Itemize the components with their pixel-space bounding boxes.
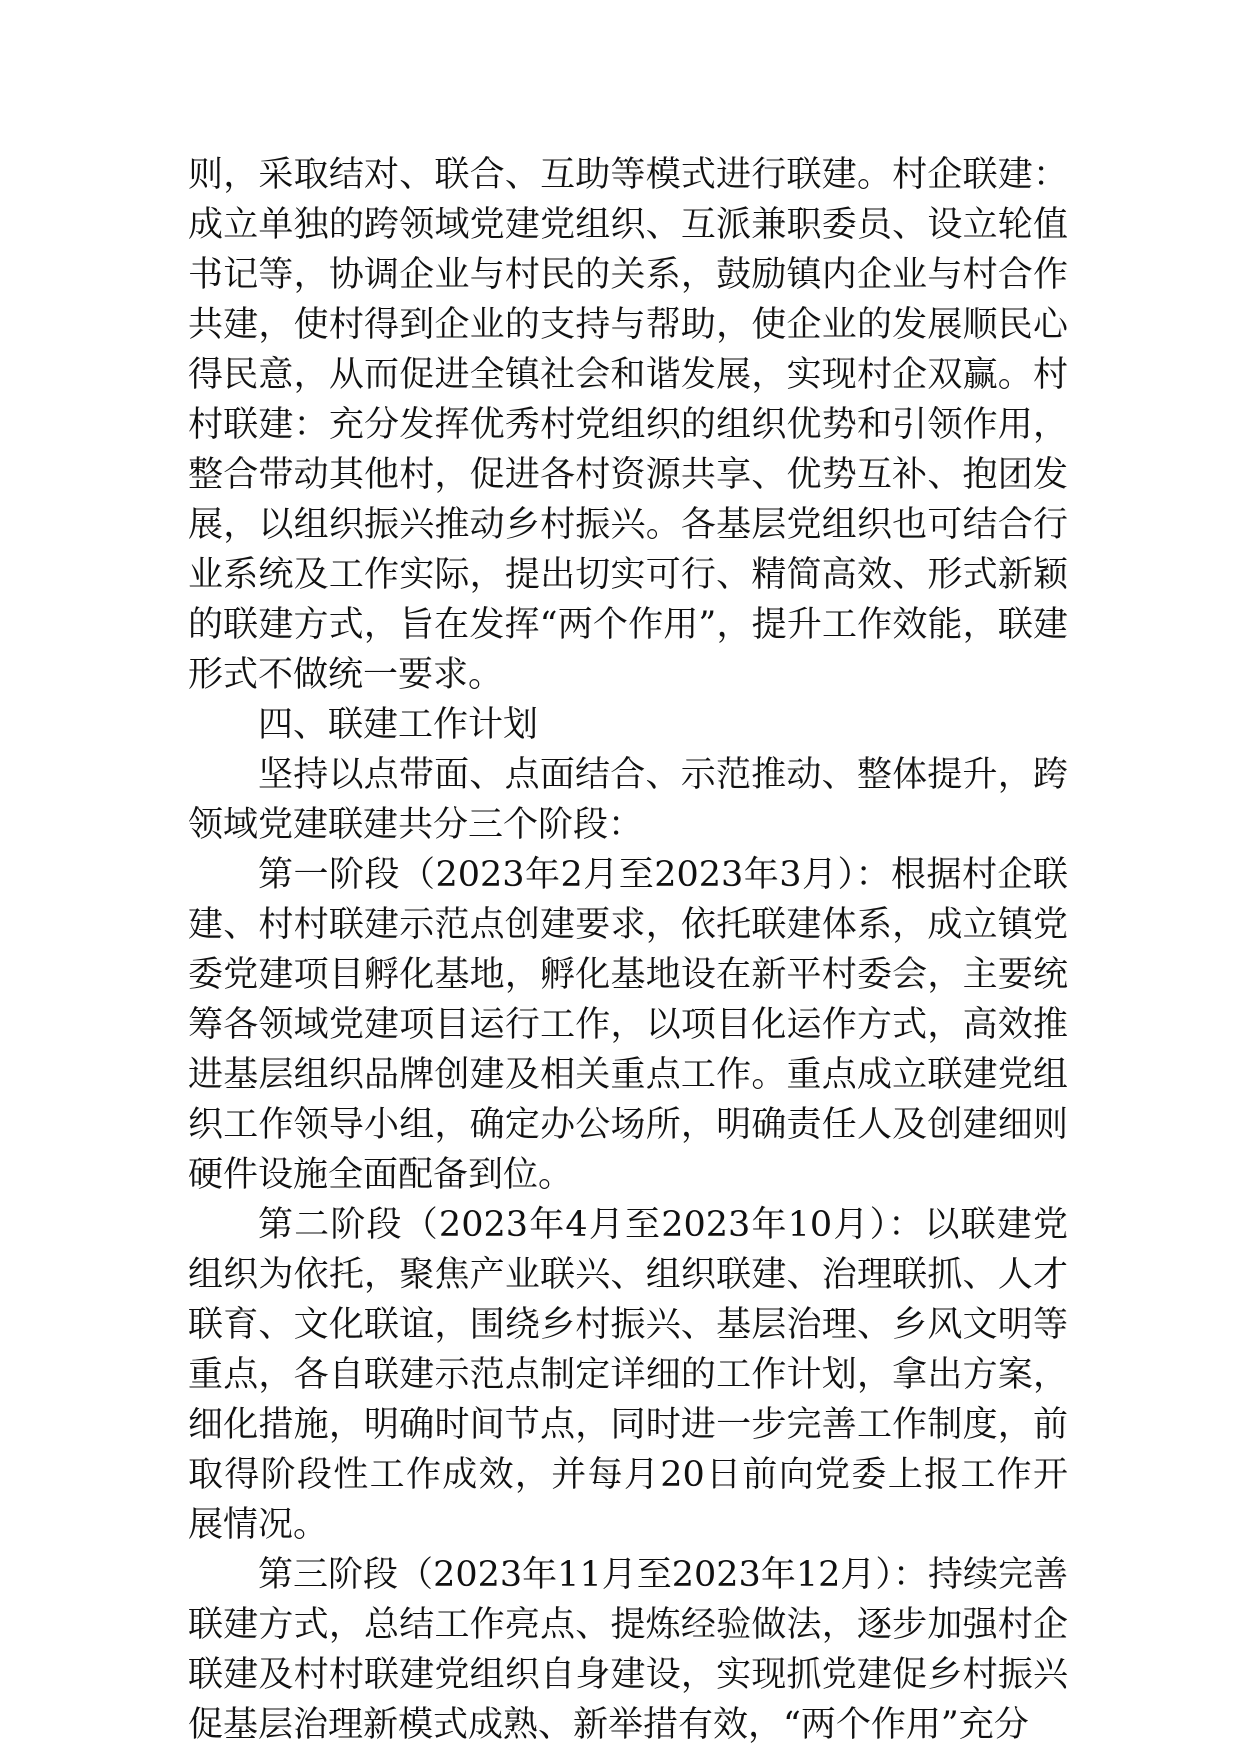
section-heading-work-plan: 四、联建工作计划 bbox=[258, 705, 539, 745]
paragraph-three-stages-intro: 坚持以点带面、点面结合、示范推动、整体提升，跨领域党建联建共分三个阶段： bbox=[188, 755, 1068, 845]
paragraph-stage-three: 第三阶段（2023年11月至2023年12月）：持续完善联建方式，总结工作亮点、提炼经验做法，逐步加强村企联建及村村联建党组织自身建设，实现抓党建促乡村振兴促基层治理新模式成熟、新举措有效，“两个作用”充分 bbox=[188, 1555, 1068, 1745]
paragraph-stage-two: 第二阶段（2023年4月至2023年10月）：以联建党组织为依托，聚焦产业联兴、组织联建、治理联抓、人才联育、文化联谊，围绕乡村振兴、基层治理、乡风文明等重点，各自联建示范点制定详细的工作计划，拿出方案，细化措施，明确时间节点，同时进一步完善工作制度，前取得阶段性工作成效，并每月20日前向党委上报工作开展情况。 bbox=[188, 1205, 1068, 1545]
document-body bbox=[188, 150, 1068, 1750]
paragraph-rural-enterprise-joint-building: 则，采取结对、联合、互助等模式进行联建。村企联建：成立单独的跨领域党建党组织、互派兼职委员、设立轮值书记等，协调企业与村民的关系，鼓励镇内企业与村合作共建，使村得到企业的支持与帮助，使企业的发展顺民心得民意，从而促进全镇社会和谐发展，实现村企双赢。村村联建：充分发挥优秀村党组织的组织优势和引领作用，整合带动其他村，促进各村资源共享、优势互补、抱团发展，以组织振兴推动乡村振兴。各基层党组织也可结合行业系统及工作实际，提出切实可行、精简高效、形式新颖的联建方式，旨在发挥“两个作用”，提升工作效能，联建形式不做统一要求。 bbox=[188, 155, 1068, 695]
paragraph-stage-one: 第一阶段（2023年2月至2023年3月）：根据村企联建、村村联建示范点创建要求，依托联建体系，成立镇党委党建项目孵化基地，孵化基地设在新平村委会，主要统筹各领域党建项目运行工作，以项目化运作方式，高效推进基层组织品牌创建及相关重点工作。重点成立联建党组织工作领导小组，确定办公场所，明确责任人及创建细则硬件设施全面配备到位。 bbox=[188, 855, 1068, 1195]
